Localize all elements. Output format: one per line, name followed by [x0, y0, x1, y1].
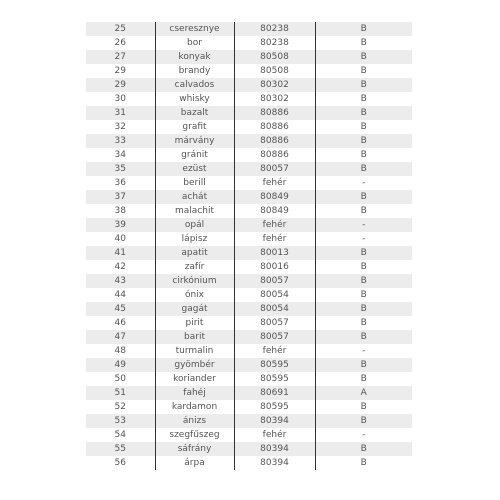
- table-row: [86, 414, 412, 428]
- table-row: [86, 288, 412, 302]
- row-number-cell: 25: [86, 22, 155, 36]
- item-grade-cell: B: [315, 358, 412, 372]
- table-row: [86, 274, 412, 288]
- table-row: [86, 400, 412, 414]
- item-name-cell: ezüst: [155, 162, 234, 176]
- item-code-cell: 80394: [234, 414, 315, 428]
- item-grade-cell: B: [315, 92, 412, 106]
- item-name-cell: malachit: [155, 204, 234, 218]
- item-code-cell: 80302: [234, 78, 315, 92]
- item-code-cell: 80886: [234, 148, 315, 162]
- table-row: [86, 428, 412, 442]
- row-number-cell: 35: [86, 162, 155, 176]
- row-number-cell: 29: [86, 78, 155, 92]
- item-grade-cell: B: [315, 330, 412, 344]
- item-grade-cell: B: [315, 260, 412, 274]
- table-row: [86, 190, 412, 204]
- item-code-cell: 80394: [234, 456, 315, 470]
- item-code-cell: fehér: [234, 232, 315, 246]
- table-row: [86, 204, 412, 218]
- table-body: [86, 22, 412, 470]
- row-number-cell: 53: [86, 414, 155, 428]
- table-row: [86, 232, 412, 246]
- item-code-cell: 80302: [234, 92, 315, 106]
- item-code-cell: 80595: [234, 372, 315, 386]
- item-name-cell: gránit: [155, 148, 234, 162]
- item-name-cell: gyömbér: [155, 358, 234, 372]
- item-grade-cell: B: [315, 78, 412, 92]
- item-code-cell: 80691: [234, 386, 315, 400]
- item-grade-cell: B: [315, 288, 412, 302]
- item-code-cell: 80054: [234, 288, 315, 302]
- table-row: [86, 106, 412, 120]
- item-code-cell: 80057: [234, 316, 315, 330]
- item-code-cell: fehér: [234, 344, 315, 358]
- row-number-cell: 51: [86, 386, 155, 400]
- table-row: [86, 330, 412, 344]
- item-name-cell: bazalt: [155, 106, 234, 120]
- item-grade-cell: B: [315, 414, 412, 428]
- item-name-cell: berill: [155, 176, 234, 190]
- item-code-cell: 80016: [234, 260, 315, 274]
- table-row: [86, 260, 412, 274]
- item-grade-cell: B: [315, 190, 412, 204]
- row-number-cell: 34: [86, 148, 155, 162]
- row-number-cell: 32: [86, 120, 155, 134]
- item-grade-cell: B: [315, 204, 412, 218]
- item-code-cell: 80238: [234, 22, 315, 36]
- item-code-cell: 80054: [234, 302, 315, 316]
- row-number-cell: 26: [86, 36, 155, 50]
- table-row: [86, 218, 412, 232]
- table-row: [86, 372, 412, 386]
- item-name-cell: ánizs: [155, 414, 234, 428]
- item-code-cell: 80886: [234, 106, 315, 120]
- item-name-cell: cseresznye: [155, 22, 234, 36]
- item-name-cell: calvados: [155, 78, 234, 92]
- row-number-cell: 41: [86, 246, 155, 260]
- table-row: [86, 302, 412, 316]
- item-code-cell: 80595: [234, 358, 315, 372]
- item-name-cell: achát: [155, 190, 234, 204]
- item-grade-cell: B: [315, 456, 412, 470]
- item-name-cell: whisky: [155, 92, 234, 106]
- item-code-cell: fehér: [234, 176, 315, 190]
- item-grade-cell: B: [315, 274, 412, 288]
- table-row: [86, 456, 412, 470]
- item-code-cell: 80595: [234, 400, 315, 414]
- row-number-cell: 55: [86, 442, 155, 456]
- table-row: [86, 92, 412, 106]
- row-number-cell: 39: [86, 218, 155, 232]
- item-code-cell: 80508: [234, 50, 315, 64]
- table-row: [86, 162, 412, 176]
- item-name-cell: szegfűszeg: [155, 428, 234, 442]
- item-grade-cell: -: [315, 218, 412, 232]
- item-grade-cell: B: [315, 148, 412, 162]
- item-name-cell: márvány: [155, 134, 234, 148]
- data-table: [86, 22, 412, 470]
- item-name-cell: barit: [155, 330, 234, 344]
- item-grade-cell: B: [315, 134, 412, 148]
- table-row: [86, 120, 412, 134]
- item-code-cell: fehér: [234, 218, 315, 232]
- table-row: [86, 134, 412, 148]
- item-name-cell: turmalin: [155, 344, 234, 358]
- item-name-cell: bor: [155, 36, 234, 50]
- item-name-cell: brandy: [155, 64, 234, 78]
- table-row: [86, 78, 412, 92]
- row-number-cell: 47: [86, 330, 155, 344]
- table-row: [86, 176, 412, 190]
- row-number-cell: 44: [86, 288, 155, 302]
- item-grade-cell: B: [315, 50, 412, 64]
- table-row: [86, 344, 412, 358]
- item-grade-cell: A: [315, 386, 412, 400]
- table-row: [86, 386, 412, 400]
- item-code-cell: 80238: [234, 36, 315, 50]
- item-grade-cell: B: [315, 246, 412, 260]
- item-grade-cell: -: [315, 232, 412, 246]
- table-row: [86, 442, 412, 456]
- item-grade-cell: B: [315, 106, 412, 120]
- item-code-cell: 80057: [234, 274, 315, 288]
- item-name-cell: kardamon: [155, 400, 234, 414]
- row-number-cell: 30: [86, 92, 155, 106]
- item-grade-cell: B: [315, 64, 412, 78]
- item-code-cell: 80849: [234, 204, 315, 218]
- item-name-cell: lápisz: [155, 232, 234, 246]
- item-grade-cell: B: [315, 36, 412, 50]
- item-code-cell: 80057: [234, 330, 315, 344]
- item-grade-cell: B: [315, 162, 412, 176]
- item-name-cell: koriander: [155, 372, 234, 386]
- item-name-cell: zafír: [155, 260, 234, 274]
- item-code-cell: 80508: [234, 64, 315, 78]
- item-code-cell: 80394: [234, 442, 315, 456]
- item-name-cell: ónix: [155, 288, 234, 302]
- table-row: [86, 50, 412, 64]
- item-name-cell: konyak: [155, 50, 234, 64]
- table-row: [86, 64, 412, 78]
- table-row: [86, 316, 412, 330]
- row-number-cell: 49: [86, 358, 155, 372]
- item-name-cell: gagát: [155, 302, 234, 316]
- row-number-cell: 45: [86, 302, 155, 316]
- row-number-cell: 33: [86, 134, 155, 148]
- row-number-cell: 50: [86, 372, 155, 386]
- item-grade-cell: B: [315, 372, 412, 386]
- item-code-cell: fehér: [234, 428, 315, 442]
- item-code-cell: 80886: [234, 134, 315, 148]
- row-number-cell: 36: [86, 176, 155, 190]
- item-grade-cell: -: [315, 176, 412, 190]
- table-row: [86, 22, 412, 36]
- item-name-cell: cirkónium: [155, 274, 234, 288]
- row-number-cell: 31: [86, 106, 155, 120]
- item-grade-cell: B: [315, 316, 412, 330]
- item-grade-cell: B: [315, 302, 412, 316]
- item-grade-cell: B: [315, 22, 412, 36]
- row-number-cell: 29: [86, 64, 155, 78]
- row-number-cell: 40: [86, 232, 155, 246]
- row-number-cell: 54: [86, 428, 155, 442]
- item-code-cell: 80057: [234, 162, 315, 176]
- table-row: [86, 358, 412, 372]
- table-row: [86, 148, 412, 162]
- row-number-cell: 43: [86, 274, 155, 288]
- row-number-cell: 46: [86, 316, 155, 330]
- item-name-cell: pirit: [155, 316, 234, 330]
- item-name-cell: fahéj: [155, 386, 234, 400]
- item-name-cell: sáfrány: [155, 442, 234, 456]
- item-grade-cell: B: [315, 120, 412, 134]
- item-code-cell: 80849: [234, 190, 315, 204]
- item-grade-cell: B: [315, 400, 412, 414]
- table-row: [86, 36, 412, 50]
- item-name-cell: árpa: [155, 456, 234, 470]
- row-number-cell: 27: [86, 50, 155, 64]
- row-number-cell: 37: [86, 190, 155, 204]
- item-code-cell: 80886: [234, 120, 315, 134]
- item-grade-cell: -: [315, 428, 412, 442]
- table-row: [86, 246, 412, 260]
- row-number-cell: 42: [86, 260, 155, 274]
- item-grade-cell: -: [315, 344, 412, 358]
- item-name-cell: opál: [155, 218, 234, 232]
- row-number-cell: 48: [86, 344, 155, 358]
- item-name-cell: grafit: [155, 120, 234, 134]
- row-number-cell: 56: [86, 456, 155, 470]
- item-grade-cell: B: [315, 442, 412, 456]
- item-code-cell: 80013: [234, 246, 315, 260]
- item-name-cell: apatit: [155, 246, 234, 260]
- row-number-cell: 52: [86, 400, 155, 414]
- row-number-cell: 38: [86, 204, 155, 218]
